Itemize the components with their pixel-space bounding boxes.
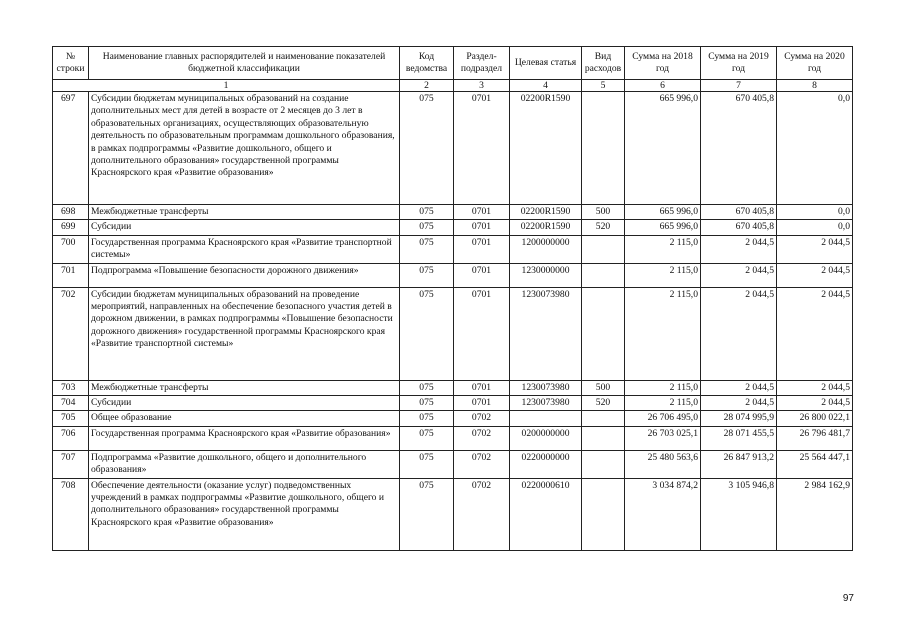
table-row: [53, 92, 853, 205]
header-sum-2020: Сумма на 2020 год: [777, 47, 853, 80]
sum-2019: 670 405,8: [701, 220, 777, 235]
row-name: Государственная программа Красноярского края «Развитие транспортной системы»: [89, 235, 400, 263]
page-number: 97: [842, 593, 854, 604]
section-code: 0701: [454, 220, 510, 235]
table-row: [53, 450, 853, 478]
department-code: 075: [400, 235, 454, 263]
sum-2020: 26 800 022,1: [777, 411, 853, 426]
header-section: Раздел-подраздел: [454, 47, 510, 80]
row-name: Подпрограмма «Повышение безопасности дорожного движения»: [89, 263, 400, 287]
row-number: 707: [53, 450, 89, 478]
header-department-code: Код ведомства: [400, 47, 454, 80]
table-row: [53, 287, 853, 380]
column-number: 8: [777, 80, 853, 92]
table-row: [53, 411, 853, 426]
row-number: 700: [53, 235, 89, 263]
row-name: Подпрограмма «Развитие дошкольного, общего и дополнительного образования»: [89, 450, 400, 478]
target-article: 1230073980: [510, 287, 582, 380]
row-number: 708: [53, 478, 89, 550]
target-article: 0220000610: [510, 478, 582, 550]
expense-kind: [582, 287, 625, 380]
budget-table: [52, 46, 853, 551]
target-article: 1230000000: [510, 263, 582, 287]
sum-2019: 28 074 995,9: [701, 411, 777, 426]
sum-2019: 2 044,5: [701, 396, 777, 411]
table-row: [53, 396, 853, 411]
header-sum-2019: Сумма на 2019 год: [701, 47, 777, 80]
column-number: 4: [510, 80, 582, 92]
column-number: 5: [582, 80, 625, 92]
expense-kind: [582, 235, 625, 263]
target-article: [510, 411, 582, 426]
table-row: [53, 380, 853, 395]
department-code: 075: [400, 92, 454, 205]
sum-2020: 2 044,5: [777, 263, 853, 287]
sum-2020: 0,0: [777, 92, 853, 205]
row-number: 706: [53, 426, 89, 450]
row-number: 704: [53, 396, 89, 411]
department-code: 075: [400, 450, 454, 478]
sum-2018: 3 034 874,2: [625, 478, 701, 550]
section-code: 0702: [454, 426, 510, 450]
table-row: [53, 263, 853, 287]
target-article: 1230073980: [510, 396, 582, 411]
row-name: Межбюджетные трансферты: [89, 205, 400, 220]
sum-2018: 25 480 563,6: [625, 450, 701, 478]
target-article: 0200000000: [510, 426, 582, 450]
column-number: 7: [701, 80, 777, 92]
sum-2018: 26 703 025,1: [625, 426, 701, 450]
sum-2020: 2 044,5: [777, 380, 853, 395]
sum-2018: 26 706 495,0: [625, 411, 701, 426]
row-number: 705: [53, 411, 89, 426]
row-name: Межбюджетные трансферты: [89, 380, 400, 395]
department-code: 075: [400, 205, 454, 220]
sum-2019: 2 044,5: [701, 380, 777, 395]
column-number: 2: [400, 80, 454, 92]
target-article: 02200R1590: [510, 220, 582, 235]
sum-2019: 2 044,5: [701, 235, 777, 263]
sum-2018: 2 115,0: [625, 396, 701, 411]
table-row: [53, 478, 853, 550]
row-number: 697: [53, 92, 89, 205]
target-article: 1200000000: [510, 235, 582, 263]
header-name: Наименование главных распорядителей и наименование показателей бюджетной классификации: [89, 47, 400, 80]
sum-2019: 670 405,8: [701, 92, 777, 205]
sum-2018: 2 115,0: [625, 263, 701, 287]
target-article: 02200R1590: [510, 92, 582, 205]
sum-2018: 665 996,0: [625, 92, 701, 205]
expense-kind: [582, 450, 625, 478]
sum-2020: 2 044,5: [777, 235, 853, 263]
sum-2018: 665 996,0: [625, 220, 701, 235]
sum-2018: 2 115,0: [625, 235, 701, 263]
expense-kind: 500: [582, 380, 625, 395]
sum-2018: 2 115,0: [625, 287, 701, 380]
expense-kind: 500: [582, 205, 625, 220]
expense-kind: 520: [582, 396, 625, 411]
expense-kind: [582, 92, 625, 205]
header-sum-2018: Сумма на 2018 год: [625, 47, 701, 80]
table-header: [53, 47, 853, 92]
row-number: 698: [53, 205, 89, 220]
department-code: 075: [400, 478, 454, 550]
sum-2020: 2 984 162,9: [777, 478, 853, 550]
section-code: 0701: [454, 92, 510, 205]
sum-2019: 2 044,5: [701, 287, 777, 380]
sum-2018: 665 996,0: [625, 205, 701, 220]
column-number: 1: [53, 80, 400, 92]
header-row-number: № строки: [53, 47, 89, 80]
target-article: 02200R1590: [510, 205, 582, 220]
sum-2019: 26 847 913,2: [701, 450, 777, 478]
table-row: [53, 426, 853, 450]
header-expense-kind: Вид расходов: [582, 47, 625, 80]
sum-2020: 25 564 447,1: [777, 450, 853, 478]
department-code: 075: [400, 263, 454, 287]
sum-2019: 28 071 455,5: [701, 426, 777, 450]
table-row: [53, 235, 853, 263]
table-row: [53, 220, 853, 235]
column-number-row: [53, 80, 853, 92]
department-code: 075: [400, 287, 454, 380]
expense-kind: [582, 411, 625, 426]
expense-kind: 520: [582, 220, 625, 235]
table-body: [53, 92, 853, 551]
department-code: 075: [400, 411, 454, 426]
section-code: 0701: [454, 380, 510, 395]
section-code: 0701: [454, 396, 510, 411]
target-article: 0220000000: [510, 450, 582, 478]
expense-kind: [582, 426, 625, 450]
section-code: 0702: [454, 450, 510, 478]
section-code: 0701: [454, 287, 510, 380]
department-code: 075: [400, 220, 454, 235]
row-name: Субсидии: [89, 396, 400, 411]
department-code: 075: [400, 380, 454, 395]
sum-2020: 0,0: [777, 205, 853, 220]
row-number: 702: [53, 287, 89, 380]
row-name: Общее образование: [89, 411, 400, 426]
row-name: Субсидии бюджетам муниципальных образований на создание дополнительных мест для детей в возрасте от 2 месяцев до 3 лет в образовательных организациях, осуществляющих образовательную деятельность по образовательным программам дошкольного образования, в рамках подпрограммы «Развитие дошкольного, общего и дополнительного образования» государственной программы Красноярского края «Развитие образования»: [89, 92, 400, 205]
row-name: Субсидии бюджетам муниципальных образований на проведение мероприятий, направленных на обеспечение безопасного участия детей в дорожном движении, в рамках подпрограммы «Повышение безопасности дорожного движения» государственной программы Красноярского края «Развитие транспортной системы»: [89, 287, 400, 380]
sum-2019: 3 105 946,8: [701, 478, 777, 550]
row-number: 703: [53, 380, 89, 395]
row-name: Обеспечение деятельности (оказание услуг) подведомственных учреждений в рамках подпрограммы «Развитие дошкольного, общего и дополнительного образования» государственной программы Красноярского края «Развитие образования»: [89, 478, 400, 550]
sum-2020: 0,0: [777, 220, 853, 235]
section-code: 0701: [454, 235, 510, 263]
department-code: 075: [400, 396, 454, 411]
sum-2020: 26 796 481,7: [777, 426, 853, 450]
expense-kind: [582, 263, 625, 287]
row-name: Государственная программа Красноярского края «Развитие образования»: [89, 426, 400, 450]
expense-kind: [582, 478, 625, 550]
row-number: 699: [53, 220, 89, 235]
row-name: Субсидии: [89, 220, 400, 235]
section-code: 0701: [454, 205, 510, 220]
section-code: 0702: [454, 478, 510, 550]
section-code: 0701: [454, 263, 510, 287]
section-code: 0702: [454, 411, 510, 426]
target-article: 1230073980: [510, 380, 582, 395]
table-row: [53, 205, 853, 220]
sum-2020: 2 044,5: [777, 396, 853, 411]
row-number: 701: [53, 263, 89, 287]
sum-2019: 2 044,5: [701, 263, 777, 287]
department-code: 075: [400, 426, 454, 450]
sum-2018: 2 115,0: [625, 380, 701, 395]
column-number: 6: [625, 80, 701, 92]
sum-2019: 670 405,8: [701, 205, 777, 220]
column-number: 3: [454, 80, 510, 92]
header-target-article: Целевая статья: [510, 47, 582, 80]
sum-2020: 2 044,5: [777, 287, 853, 380]
